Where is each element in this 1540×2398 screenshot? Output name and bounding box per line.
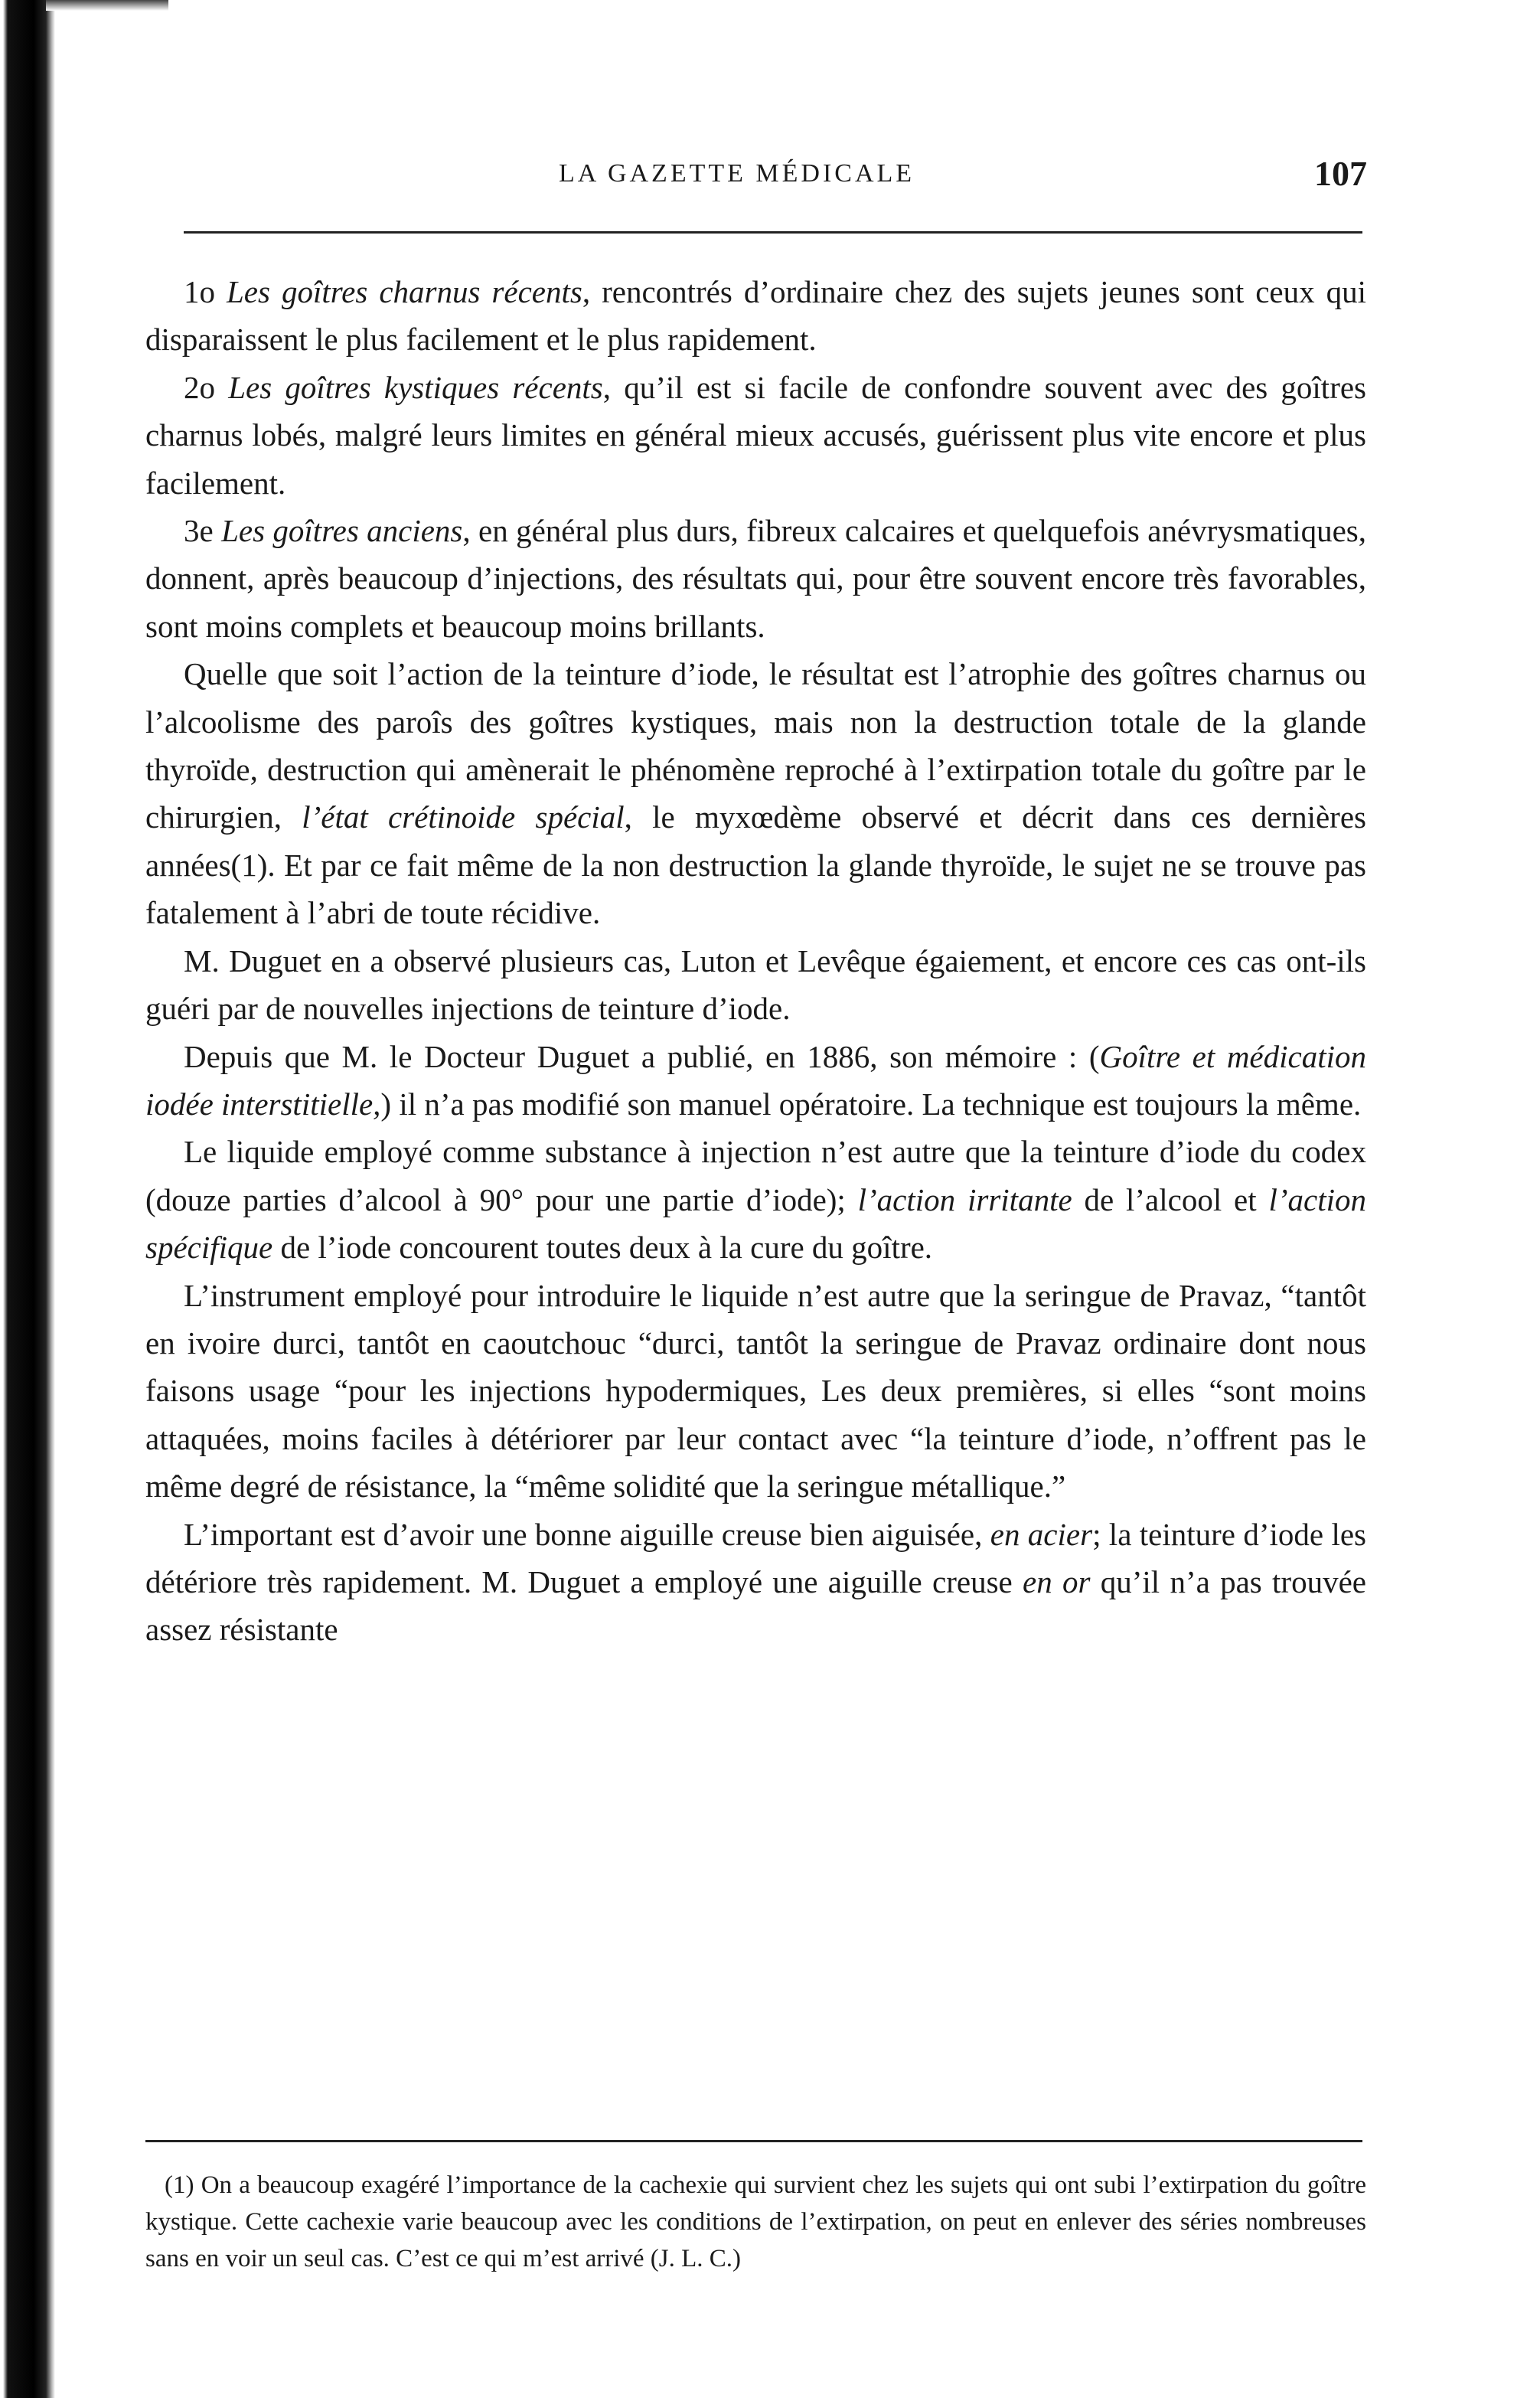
paragraph-number: 1o bbox=[184, 274, 227, 309]
italic-term: en or bbox=[1023, 1563, 1091, 1599]
italic-term: Les goîtres charnus récents bbox=[227, 274, 582, 309]
page-number: 107 bbox=[1314, 154, 1367, 193]
paragraph-text: de l’iode concourent toutes deux à la cure du goître. bbox=[272, 1230, 933, 1266]
italic-term: en acier bbox=[990, 1516, 1093, 1552]
italic-term: l’action irritante bbox=[857, 1181, 1072, 1217]
main-text bbox=[145, 268, 1366, 1654]
paragraph-text: , qu’il est si facile de confondre souvent avec des goîtres charnus lobés, malgré leurs limites en général mieux accusés, guérissent plus vite encore et plus facilement. bbox=[145, 369, 1367, 501]
italic-term: Les goîtres anciens bbox=[221, 513, 463, 549]
paragraph-number: 2o bbox=[184, 369, 229, 405]
italic-title: Goître et médication iodée interstitielle, bbox=[145, 1038, 1366, 1122]
italic-term: Les goîtres kystiques récents bbox=[228, 369, 603, 405]
header-rule bbox=[184, 231, 1362, 234]
paragraph-action-teinture bbox=[145, 650, 1366, 936]
italic-term: l’action spécifique bbox=[145, 1181, 1367, 1266]
page-header bbox=[145, 153, 1370, 199]
italic-term: l’état crétinoide spécial bbox=[302, 799, 625, 835]
paragraph-text: , le myxœdème observé et décrit dans ces dernières années(1). Et par ce fait même de la non destruction la glande thyroïde, le sujet ne se trouve pas fatalement à l’abri de toute récidive. bbox=[145, 799, 1366, 931]
paragraph-number: 3e bbox=[184, 513, 222, 549]
paragraph-text: qu’il n’a pas trouvée assez résistante bbox=[145, 1563, 1366, 1648]
paragraph-text: de l’alcool et bbox=[1072, 1181, 1269, 1217]
paragraph-text: ; la teinture d’iode les détériore très rapidement. M. Duguet a employé une aiguille creuse bbox=[145, 1516, 1366, 1599]
document-page bbox=[145, 0, 1370, 2398]
running-title: LA GAZETTE MÉDICALE bbox=[559, 159, 915, 188]
paragraph-aiguille bbox=[145, 1511, 1366, 1654]
paragraph-text: L’important est d’avoir une bonne aiguille creuse bien aiguisée, bbox=[184, 1516, 990, 1552]
page-binding-edge bbox=[0, 0, 55, 2398]
footnote-text: (1) On a beaucoup exagéré l’importance de la cachexie qui survient chez les sujets qui ont subi l’extirpation du goître kystique. Cette cachexie varie beaucoup avec les conditions de l’extirpation, on peut en enlever des séries nombreuses sans en voir un seul cas. C’est ce qui m’est arrivé (J. L. C.) bbox=[145, 2171, 1366, 2272]
footnote bbox=[145, 2167, 1366, 2277]
paragraph-goitres-anciens bbox=[145, 507, 1366, 650]
paragraph-memoire bbox=[145, 1033, 1366, 1129]
paragraph-instrument: L’instrument employé pour introduire le liquide n’est autre que la seringue de Pravaz, “tantôt en ivoire durci, tantôt en caoutchouc “durci, tantôt la seringue de Pravaz ordinaire dont nous faisons usage “pour les injections hypodermiques, Les deux premières, si elles “sont moins attaquées, moins faciles à détériorer par leur contact avec “la teinture d’iode, n’offrent pas le même degré de résistance, la “même solidité que la seringue métallique.” bbox=[145, 1277, 1366, 1504]
paragraph-goitres-kystiques bbox=[145, 364, 1366, 507]
footnote-rule bbox=[145, 2140, 1362, 2142]
paragraph-text: Le liquide employé comme substance à injection n’est autre que la teinture d’iode du codex (douze parties d’alcool à 90° pour une partie d’iode); bbox=[145, 1134, 1366, 1217]
paragraph-text: Depuis que M. le Docteur Duguet a publié, en 1886, son mémoire : ( bbox=[184, 1038, 1100, 1074]
paragraph-goitres-charnus bbox=[145, 268, 1366, 364]
paragraph-duguet-cas: M. Duguet en a observé plusieurs cas, Luton et Levêque égaiement, et encore ces cas ont-ils guéri par de nouvelles injections de teinture d’iode. bbox=[145, 943, 1366, 1027]
paragraph-text: Quelle que soit l’action de la teinture d’iode, le résultat est l’atrophie des goîtres charnus ou l’alcoolisme des paroîs des goîtres kystiques, mais non la destruction totale de la glande thyroïde, destruction qui amènerait le phénomène reproché à l’extirpation totale du goître par le chirurgien, bbox=[145, 656, 1366, 835]
paragraph-liquide bbox=[145, 1128, 1366, 1271]
paragraph-text: , rencontrés d’ordinaire chez des sujets jeunes sont ceux qui disparaissent le plus facilement et le plus rapidement. bbox=[145, 274, 1366, 358]
paragraph-text: ) il n’a pas modifié son manuel opératoire. La technique est toujours la même. bbox=[380, 1086, 1362, 1122]
paragraph-text: , en général plus durs, fibreux calcaires et quelquefois anévrysmatiques, donnent, après beaucoup d’injections, des résultats qui, pour être souvent encore très favorables, sont moins complets et beaucoup moins brillants. bbox=[145, 513, 1366, 644]
